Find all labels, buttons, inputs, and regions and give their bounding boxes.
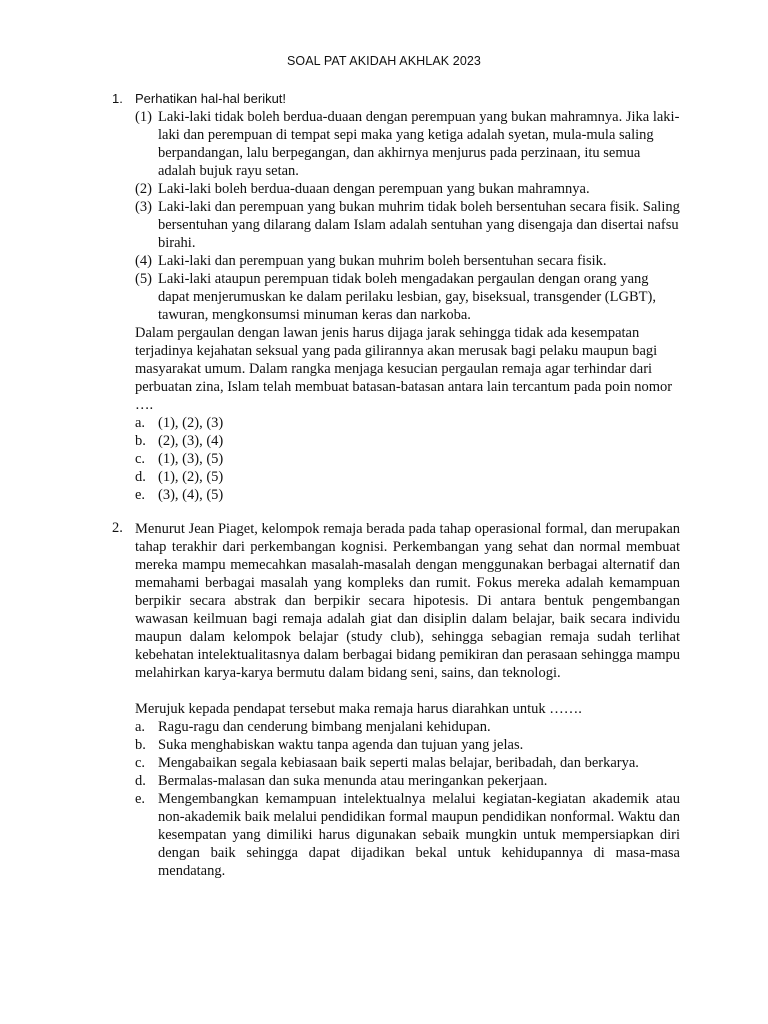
option-text: (1), (2), (3) (158, 415, 224, 431)
answer-option (135, 754, 680, 772)
statement-label: (4) (135, 253, 152, 269)
statement-item (135, 180, 680, 198)
statement-item (135, 198, 680, 252)
answer-option (135, 450, 680, 468)
statement-label: (2) (135, 181, 152, 197)
option-label: a. (135, 719, 146, 735)
statement-label: (1) (135, 109, 152, 125)
question-paragraph: Dalam pergaulan dengan lawan jenis harus dijaga jarak sehingga tidak ada kesempatan terjadinya kejahatan seksual yang pada gilirannya akan merusak bagi pelaku maupun bagi masyarakat umum. Dalam rangka menjaga kesucian pergaulan remaja agar terhindar dari perbuatan zina, Islam telah membuat batasan-batasan antara lain tercantum pada poin nomor …. (135, 325, 673, 413)
answer-option (135, 468, 680, 486)
answer-option (135, 432, 680, 450)
question-number: 2. (112, 520, 123, 536)
answer-option (135, 736, 680, 754)
option-text: Mengembangkan kemampuan intelektualnya melalui kegiatan-kegiatan akademik atau non-akademik baik melalui pendidikan formal maupun pendidikan nonformal. Waktu dan kesempatan yang dimiliki harus digunakan sebaik mungkin untuk mempersiapkan diri dengan baik sehingga dapat dijadikan bekal untuk kehidupannya di masa-masa mendatang. (158, 791, 680, 879)
option-label: d. (135, 469, 146, 485)
option-text: (1), (3), (5) (158, 451, 224, 467)
answer-option (135, 718, 680, 736)
statement-text: Laki-laki dan perempuan yang bukan muhrim tidak boleh bersentuhan secara fisik. Saling bersentuhan yang dilarang dalam Islam adalah sentuhan yang disengaja dan disertai nafsu birahi. (158, 199, 680, 251)
option-label: e. (135, 487, 146, 503)
statement-text: Laki-laki dan perempuan yang bukan muhrim boleh bersentuhan secara fisik. (158, 253, 607, 269)
question-number: 1. (112, 91, 123, 106)
answer-option (135, 486, 680, 504)
option-text: Ragu-ragu dan cenderung bimbang menjalani kehidupan. (158, 719, 491, 735)
statement-item (135, 270, 680, 324)
option-label: c. (135, 451, 146, 467)
statement-label: (3) (135, 199, 152, 215)
statement-item (135, 108, 680, 180)
option-label: b. (135, 433, 146, 449)
option-label: d. (135, 773, 146, 789)
document-title: SOAL PAT AKIDAH AKHLAK 2023 (286, 54, 481, 68)
option-text: Suka menghabiskan waktu tanpa agenda dan tujuan yang jelas. (158, 737, 524, 753)
option-text: Bermalas-malasan dan suka menunda atau meringankan pekerjaan. (158, 773, 548, 789)
statement-text: Laki-laki boleh berdua-duaan dengan perempuan yang bukan mahramnya. (158, 181, 590, 197)
answer-option (135, 414, 680, 432)
statement-text: Laki-laki tidak boleh berdua-duaan dengan perempuan yang bukan mahramnya. Jika laki-laki dan perempuan di tempat sepi maka yang ketiga adalah syetan, mula-mula saling berpandangan, lalu berpegangan, dan akhirnya menjurus pada perzinaan, itu semua adalah bujuk rayu setan. (158, 109, 680, 179)
option-text: Mengabaikan segala kebiasaan baik seperti malas belajar, beribadah, dan berkarya. (158, 755, 639, 771)
question-paragraph: Menurut Jean Piaget, kelompok remaja berada pada tahap operasional formal, dan merupakan tahap terakhir dari perkembangan kognisi. Perkembangan yang sehat dan normal membuat mereka mampu memecahkan masalah-masalah dengan menggunakan berbagai alternatif dan memahami berbagai masalah yang kompleks dan rumit. Fokus mereka adalah kemampuan berpikir secara abstrak dan berpikir secara hipotesis. Di antara bentuk pengembangan wawasan keilmuan bagi remaja adalah giat dan disiplin dalam belajar, baik secara individu maupun dalam kelompok belajar (study club), sehingga sebagian remaja sudah terlihat kebehatan intelektualitasnya dalam berbagai bidang pemikiran dan perasaan sehingga mampu melahirkan karya-karya bermutu dalam bidang seni, sains, dan teknologi. (135, 521, 680, 681)
statement-item (135, 252, 680, 270)
statement-text: Laki-laki ataupun perempuan tidak boleh mengadakan pergaulan dengan orang yang dapat menjerumuskan ke dalam perilaku lesbian, gay, biseksual, transgender (LGBT), tawuran, mengkonsumsi minuman keras dan narkoba. (158, 271, 656, 323)
answer-option (135, 790, 680, 880)
option-text: (2), (3), (4) (158, 433, 224, 449)
option-text: (1), (2), (5) (158, 469, 224, 485)
option-label: a. (135, 415, 146, 431)
option-label: e. (135, 791, 146, 807)
answer-option (135, 772, 680, 790)
question-prompt: Merujuk kepada pendapat tersebut maka remaja harus diarahkan untuk ……. (135, 701, 582, 717)
option-text: (3), (4), (5) (158, 487, 224, 503)
option-label: c. (135, 755, 146, 771)
question-intro: Perhatikan hal-hal berikut! (135, 91, 287, 106)
statement-label: (5) (135, 271, 152, 287)
option-label: b. (135, 737, 146, 753)
